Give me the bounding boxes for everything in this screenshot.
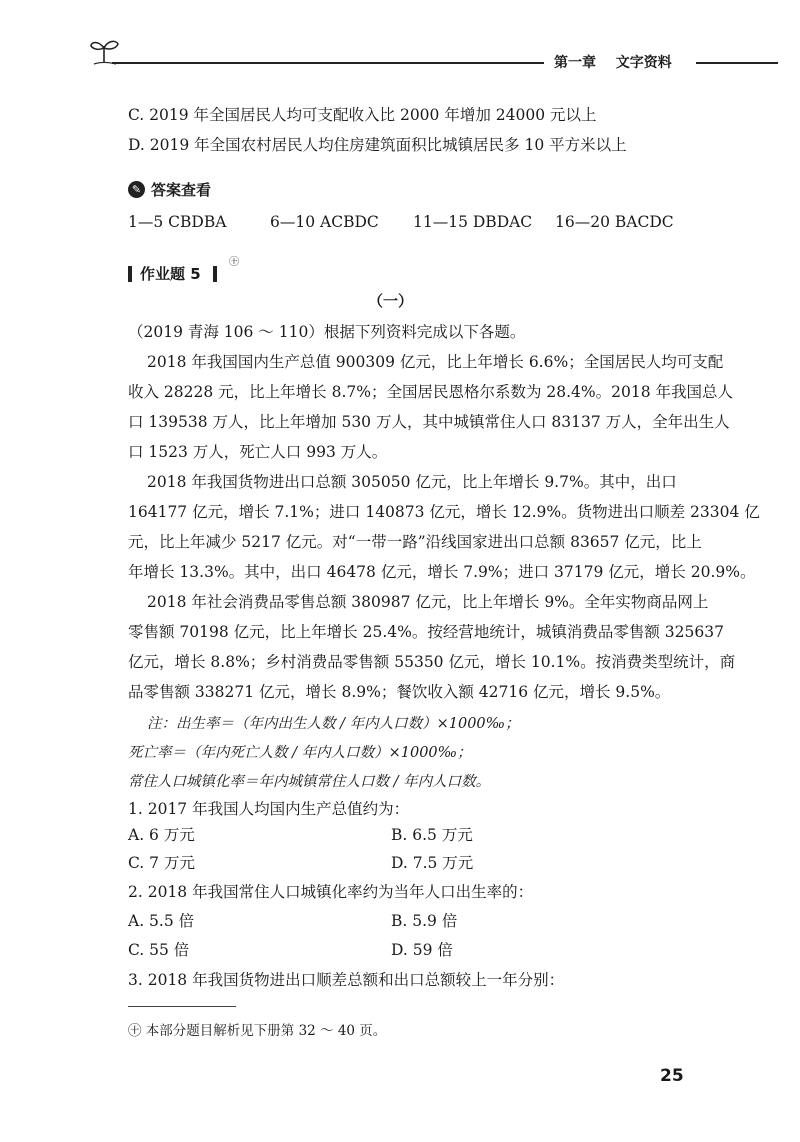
- paragraph-1-line-2: 收入 28228 元，比上年增长 8.7%；全国居民恩格尔系数为 28.4%。2018 年我国总人: [128, 383, 734, 401]
- paragraph-3-line-3: 亿元，增长 8.8%；乡村消费品零售额 55350 亿元，增长 10.1%。按消费类型统计，商: [128, 653, 736, 671]
- chapter-label: [554, 52, 672, 72]
- question-2-option-d: D. 59 倍: [391, 941, 453, 959]
- question-1-option-c: C. 7 万元: [128, 854, 195, 872]
- question-1-stem: 1. 2017 年我国人均国内生产总值约为：: [128, 800, 410, 818]
- footnote-rule: [128, 1006, 236, 1007]
- question-2-option-b: B. 5.9 倍: [391, 912, 458, 930]
- question-2-option-c: C. 55 倍: [128, 941, 190, 959]
- chapter-number: 第一章: [554, 55, 596, 71]
- paragraph-2-line-3: 元，比上年减少 5217 亿元。对“一带一路”沿线国家进出口总额 83657 亿元，比上: [128, 533, 702, 551]
- note-urbanization-rate: 常住人口城镇化率＝年内城镇常住人口数 / 年内人口数。: [128, 774, 491, 790]
- footnote-text: ㊉ 本部分题目解析见下册第 32 ～ 40 页。: [128, 1023, 387, 1039]
- paragraph-3-line-1: 2018 年社会消费品零售总额 380987 亿元，比上年增长 9%。全年实物商品网上: [147, 593, 709, 611]
- exercise-title: 作业题 5: [140, 265, 201, 283]
- paragraph-2-line-1: 2018 年我国货物进出口总额 305050 亿元，比上年增长 9.7%。其中，出口: [147, 473, 677, 491]
- paragraph-2-line-2: 164177 亿元，增长 7.1%；进口 140873 亿元，增长 12.9%。货物进出口顺差 23304 亿: [128, 503, 760, 521]
- answer-group-1: 1—5 CBDBA: [128, 213, 227, 231]
- paragraph-3-line-4: 品零售额 338271 亿元，增长 8.9%；餐饮收入额 42716 亿元，增长 9.5%。: [128, 683, 671, 701]
- question-3-stem: 3. 2018 年我国货物进出口顺差总额和出口总额较上一年分别：: [128, 971, 565, 989]
- exercise-bar-left: [128, 266, 132, 282]
- question-1-option-b: B. 6.5 万元: [391, 826, 473, 844]
- answer-title: 答案查看: [151, 181, 212, 199]
- option-d-top: D. 2019 年全国农村居民人均住房建筑面积比城镇居民多 10 平方米以上: [128, 136, 627, 154]
- source-line: （2019 青海 106 ～ 110）根据下列资料完成以下各题。: [128, 323, 526, 341]
- answer-group-4: 16—20 BACDC: [555, 213, 674, 231]
- answer-icon: ✎: [128, 181, 145, 198]
- paragraph-1-line-1: 2018 年我国国内生产总值 900309 亿元，比上年增长 6.6%；全国居民人均可支配: [147, 353, 724, 371]
- paragraph-1-line-3: 口 139538 万人，比上年增加 530 万人，其中城镇常住人口 83137 万人，全年出生人: [128, 413, 730, 431]
- answer-group-2: 6—10 ACBDC: [270, 213, 379, 231]
- paragraph-2-line-4: 年增长 13.3%。其中，出口 46478 亿元，增长 7.9%；进口 37179 亿元，增长 20.9%。: [128, 563, 756, 581]
- option-c-top: C. 2019 年全国居民人均可支配收入比 2000 年增加 24000 元以上: [128, 106, 597, 124]
- footnote-marker: ㊉: [229, 257, 239, 268]
- exercise-bar-right: [213, 266, 217, 282]
- paragraph-1-line-4: 口 1523 万人，死亡人口 993 万人。: [128, 443, 388, 461]
- chapter-title: 文字资料: [615, 55, 672, 71]
- header-rule-right: [696, 62, 778, 64]
- note-birth-rate: 注：出生率＝（年内出生人数 / 年内人口数）×1000‰；: [147, 716, 520, 732]
- question-1-option-d: D. 7.5 万元: [391, 854, 474, 872]
- paragraph-3-line-2: 零售额 70198 亿元，比上年增长 25.4%。按经营地统计，城镇消费品零售额 325637: [128, 623, 724, 641]
- question-1-option-a: A. 6 万元: [128, 826, 195, 844]
- note-death-rate: 死亡率＝（年内死亡人数 / 年内人口数）×1000‰；: [128, 745, 472, 761]
- page-number: 25: [660, 1066, 684, 1086]
- question-2-stem: 2. 2018 年我国常住人口城镇化率约为当年人口出生率的：: [128, 883, 534, 901]
- header-rule-left: [112, 62, 544, 64]
- part-heading: （一）: [368, 292, 414, 310]
- answer-group-3: 11—15 DBDAC: [413, 213, 533, 231]
- question-2-option-a: A. 5.5 倍: [128, 912, 195, 930]
